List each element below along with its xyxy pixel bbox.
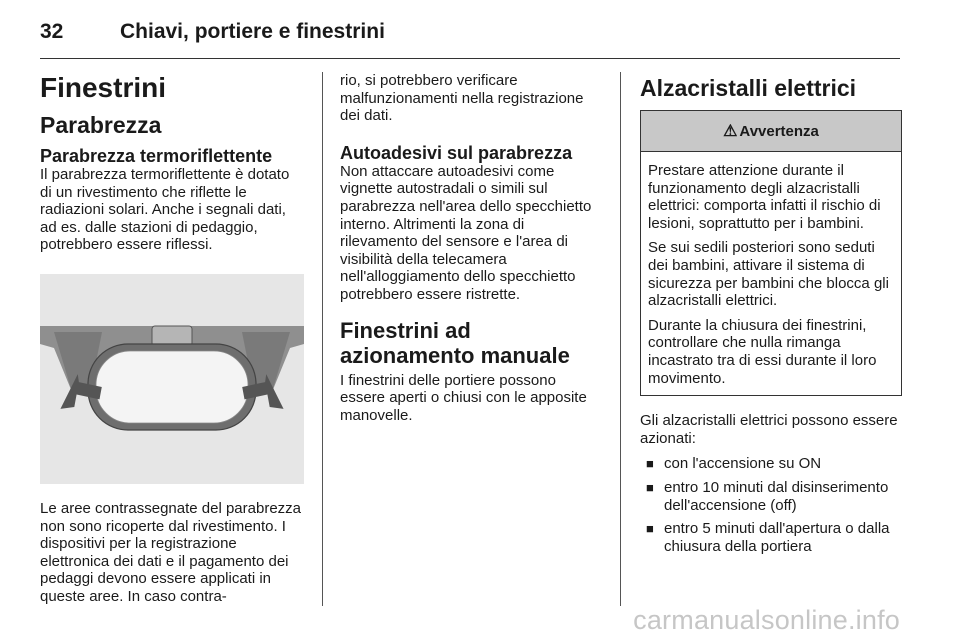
- paragraph-continued: rio, si potrebbero verificare malfunzionamenti nella registrazione dei dati.: [340, 72, 584, 125]
- list-item: ■ entro 10 minuti dal disinserimento dell'accensione (off): [646, 478, 889, 514]
- paragraph-manovelle: I finestrini delle portiere possono essere aperti o chiusi con le apposite manovelle.: [340, 371, 587, 424]
- paragraph-azionati: Gli alzacristalli elettrici possono essere azionati:: [640, 412, 898, 447]
- warning-box: [640, 110, 902, 396]
- warning-header: [641, 111, 901, 152]
- page-header: [40, 20, 900, 60]
- conditions-list: [640, 455, 902, 555]
- warning-triangle-icon: ⚠: [723, 123, 738, 140]
- column-left: [40, 70, 304, 254]
- section-title-finestrini: Finestrini: [40, 72, 167, 103]
- column-left-continued: [40, 500, 304, 606]
- heading-autoadesivi: Autoadesivi sul parabrezza: [340, 142, 573, 163]
- list-item: ■ con l'accensione su ON: [646, 455, 822, 473]
- column-divider-2: [620, 72, 621, 606]
- warning-body: [641, 152, 901, 395]
- bullet-icon: ■: [646, 521, 654, 537]
- bullet-icon: ■: [646, 456, 654, 472]
- column-middle: [340, 72, 604, 424]
- warning-title: Avvertenza: [739, 122, 819, 140]
- warning-paragraph-1: Prestare attenzione durante il funzionamento degli alzacristalli elettrici: comporta infatti il rischio di lesioni, soprattutto per i bambini.: [648, 162, 881, 232]
- column-divider-1: [322, 72, 323, 606]
- heading-parabrezza-termoriflettente: Parabrezza termoriflettente: [40, 146, 273, 166]
- heading-finestrini-manuali: Finestrini ad azionamento manuale: [340, 317, 570, 368]
- windshield-mirror-diagram: [40, 274, 304, 484]
- bullet-icon: ■: [646, 479, 654, 495]
- list-item: ■ entro 5 minuti dall'apertura o dalla chiusura della portiera: [646, 520, 890, 555]
- section-title-alzacristalli: Alzacristalli elettrici: [640, 75, 857, 101]
- column-right: [640, 70, 902, 561]
- paragraph-termoriflettente: Il parabrezza termoriflettente è dotato di un rivestimento che riflette le radiazioni solari. Anche i segnali dati, ad es. dalle stazioni di pedaggio, potrebbero essere riflessi.: [40, 166, 290, 254]
- header-rule: [40, 58, 900, 59]
- warning-paragraph-3: Durante la chiusura dei finestrini, controllare che nulla rimanga incastrato tra di essi durante il loro movimento.: [648, 316, 877, 387]
- running-title: Chiavi, portiere e finestrini: [120, 20, 385, 43]
- paragraph-autoadesivi: Non attaccare autoadesivi come vignette autostradali o simili sul parabrezza nell'area dello specchietto interno. Altrimenti la zona di rilevamento del sensore e l'area di visibilità della telecamera nell'alloggiamento dello specchietto potrebbero essere ristrette.: [340, 162, 592, 303]
- subsection-title-parabrezza: Parabrezza: [40, 112, 162, 138]
- page-number: 32: [40, 20, 64, 43]
- warning-paragraph-2: Se sui sedili posteriori sono seduti dei bambini, attivare il sistema di sicurezza per bambini che blocca gli alzacristalli elettrici.: [648, 239, 889, 310]
- watermark: carmanualsonline.info: [633, 605, 900, 635]
- windshield-illustration: [40, 274, 304, 484]
- paragraph-aree-contrassegnate: Le aree contrassegnate del parabrezza non sono ricoperte dal rivestimento. I dispositivi per la registrazione elettronica dei dati e il pagamento dei pedaggi devono essere applicati in queste aree. In caso contra-: [40, 500, 302, 605]
